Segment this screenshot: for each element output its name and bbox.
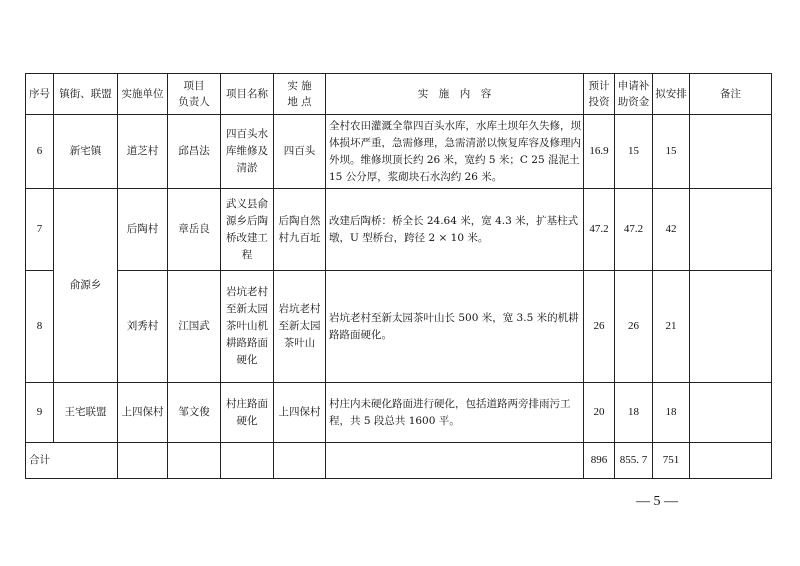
total-note [690, 443, 772, 479]
header-note: 备注 [690, 74, 772, 115]
total-label: 合计 [26, 443, 118, 479]
cell-note [690, 383, 772, 443]
cell-sub: 47.2 [615, 189, 653, 271]
header-seq: 序号 [26, 74, 54, 115]
cell-name: 村庄路面硬化 [221, 383, 274, 443]
table-row [26, 383, 772, 443]
cell-note [690, 115, 772, 189]
header-name: 项目名称 [221, 74, 274, 115]
cell-content: 村庄内未硬化路面进行硬化，包括道路两旁排雨污工程，共 5 段总共 1600 平。 [326, 383, 584, 443]
cell-name: 武义县俞源乡后陶桥改建工程 [221, 189, 274, 271]
cell-name: 岩坑老村至新太园茶叶山机耕路路面硬化 [221, 271, 274, 383]
page-number: — 5 — [636, 494, 678, 509]
header-est-line2: 投资 [588, 96, 610, 108]
total-est: 896 [584, 443, 615, 479]
cell-plan: 42 [653, 189, 690, 271]
cell-town: 王宅联盟 [54, 383, 118, 443]
project-table [25, 73, 772, 479]
header-town: 镇街、联盟 [54, 74, 118, 115]
total-cell-unit [118, 443, 168, 479]
table-row [26, 189, 772, 271]
header-owner [168, 74, 221, 115]
cell-unit: 上四保村 [118, 383, 168, 443]
cell-owner: 章岳良 [168, 189, 221, 271]
table-row [26, 115, 772, 189]
cell-site: 上四保村 [274, 383, 326, 443]
cell-sub: 15 [615, 115, 653, 189]
cell-sub: 26 [615, 271, 653, 383]
cell-est: 26 [584, 271, 615, 383]
cell-seq: 7 [26, 189, 54, 271]
header-unit: 实施单位 [118, 74, 168, 115]
header-site [274, 74, 326, 115]
cell-sub: 18 [615, 383, 653, 443]
cell-town: 新宅镇 [54, 115, 118, 189]
header-site-line1: 实 施 [287, 80, 312, 92]
cell-est: 47.2 [584, 189, 615, 271]
cell-site: 后陶自然村九百坵 [274, 189, 326, 271]
header-sub [615, 74, 653, 115]
header-content: 实 施 内 容 [326, 74, 584, 115]
cell-unit: 刘秀村 [118, 271, 168, 383]
cell-owner: 邱昌法 [168, 115, 221, 189]
cell-plan: 21 [653, 271, 690, 383]
cell-owner: 江国武 [168, 271, 221, 383]
total-sub: 855. 7 [615, 443, 653, 479]
total-cell-content [326, 443, 584, 479]
total-row [26, 443, 772, 479]
cell-content: 岩坑老村至新太园茶叶山长 500 米，宽 3.5 米的机耕路路面硬化。 [326, 271, 584, 383]
total-cell-owner [168, 443, 221, 479]
header-site-line2: 地 点 [287, 96, 312, 108]
cell-seq: 8 [26, 271, 54, 383]
total-plan: 751 [653, 443, 690, 479]
table-row [26, 271, 772, 383]
cell-seq: 9 [26, 383, 54, 443]
cell-note [690, 271, 772, 383]
cell-est: 16.9 [584, 115, 615, 189]
cell-content: 全村农田灌溉全靠四百头水库，水库土坝年久失修，坝体损坏严重，急需修理，急需清淤以恢复库容及修理内外坝。维修坝顶长约 26 米，宽约 5 米；C 25 混泥土 15 公分厚，浆砌块石水沟约 26 米。 [326, 115, 584, 189]
header-plan: 拟安排 [653, 74, 690, 115]
cell-plan: 18 [653, 383, 690, 443]
header-row [26, 74, 772, 115]
cell-unit: 后陶村 [118, 189, 168, 271]
cell-note [690, 189, 772, 271]
header-sub-line1: 申请补 [617, 80, 650, 92]
cell-site: 四百头 [274, 115, 326, 189]
cell-name: 四百头水库维修及清淤 [221, 115, 274, 189]
cell-town: 俞源乡 [54, 189, 118, 383]
header-sub-line2: 助资金 [617, 96, 650, 108]
total-cell-site [274, 443, 326, 479]
header-est-line1: 预计 [588, 80, 610, 92]
header-owner-line1: 项目 [183, 80, 205, 92]
cell-seq: 6 [26, 115, 54, 189]
cell-plan: 15 [653, 115, 690, 189]
header-est [584, 74, 615, 115]
total-cell-name [221, 443, 274, 479]
cell-owner: 邹文俊 [168, 383, 221, 443]
header-owner-line2: 负责人 [178, 96, 210, 108]
cell-content: 改建后陶桥：桥全长 24.64 米，宽 4.3 米，扩基柱式墩，U 型桥台，跨径 2 × 10 米。 [326, 189, 584, 271]
cell-site: 岩坑老村至新太园茶叶山 [274, 271, 326, 383]
cell-unit: 道芝村 [118, 115, 168, 189]
cell-est: 20 [584, 383, 615, 443]
